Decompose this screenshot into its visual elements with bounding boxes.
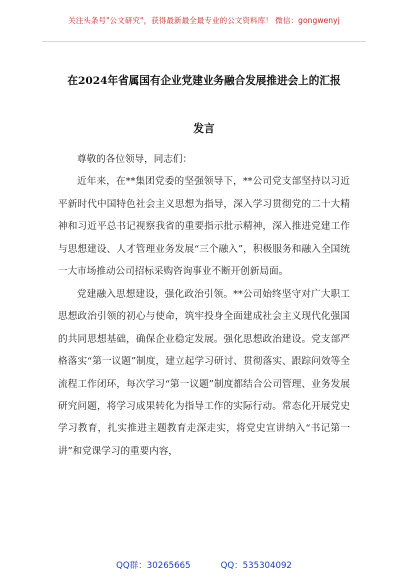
- header-divider: [42, 41, 366, 42]
- qq-number-text: QQ：535304092: [220, 561, 292, 571]
- promo-header-text: 关注头条号"公文研究"，获得最新最全最专业的公文资料库！ 微信：gongwenyj: [68, 15, 340, 25]
- qq-group-text: QQ群：30265665: [116, 561, 191, 571]
- contact-footer: [0, 555, 408, 575]
- document-title-line-2: 发言: [193, 123, 215, 135]
- paragraph-2: 党建融入思想建设，强化政治引领。**公司始终坚守对广大职工思想政治引领的初心与使命，筑牢投身全面建成社会主义现代化强国的共同思想基础，确保企业稳定发展。强化思想政治建设。党支部严格落实“第一议题”制度，建立起学习研讨、贯彻落实、跟踪问效等全流程工作闭环，每次学习“第一议题”制度都结合公司管理、业务发展研究问题，将学习成果转化为指导工作的实际行动。常态化开展党史学习教育，扎实推进主题教育走深走实，将党史宣讲纳入“书记第一讲”和党课学习的重要内容，: [58, 288, 350, 457]
- document-title-line-1: 在2024年省属国有企业党建业务融合发展推进会上的汇报: [67, 75, 341, 87]
- salutation: 尊敬的各位领导，同志们：: [77, 154, 193, 165]
- paragraph-1: 近年来，在**集团党委的坚强领导下，**公司党支部坚持以习近平新时代中国特色社会主义思想为指导，深入学习贯彻党的二十大精神和习近平总书记视察我省的重要指示批示精神，深入推进党建工作与思想建设、人才管理业务发展“三个融入”，积极服务和融入全国统一大市场推动公司招标采购咨询事业不断开创新局面。: [58, 176, 350, 278]
- document-body: [58, 144, 350, 463]
- promo-header: [0, 0, 408, 40]
